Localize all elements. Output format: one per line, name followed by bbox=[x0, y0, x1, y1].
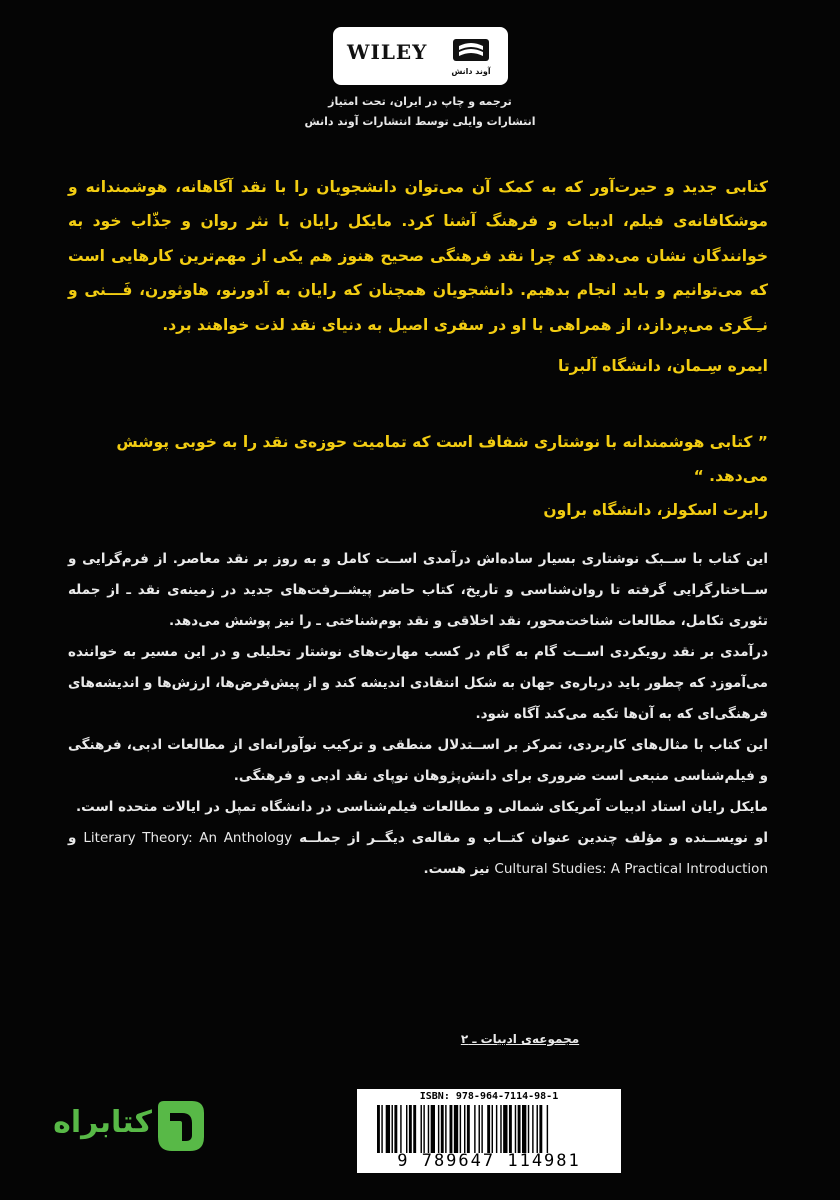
avand-danesh-emblem-icon bbox=[451, 37, 491, 63]
english-title-2: Cultural Studies: A Practical Introduction bbox=[494, 861, 768, 877]
series-label: مجموعه‌ی ادبیات ـ ۲ bbox=[460, 1032, 580, 1046]
endorsement-2-text: ” کتابی هوشمندانه با نوشتاری شفاف است که تمامیت حوزه‌ی نقد را به خوبی پوشش می‌دهد. “ bbox=[116, 433, 768, 485]
wiley-logo-box bbox=[333, 27, 508, 85]
avand-danesh-name: آوند دانش bbox=[451, 67, 491, 76]
endorsement-1-text: کتابی جدید و حیرت‌آور که به کمک آن می‌توان دانشجویان را با نقد آگاهانه، هوشمندانه و موشکافانه‌ی فیلم، ادبیات و فرهنگ آشنا کرد. مایکل رایان با نثر روان و جذّاب خود به خوانندگان نشان می‌دهد که چرا نقد فرهنگی صحیح هنوز هم یکی از مهم‌ترین کارهایی است که می‌توانیم و باید انجام بدهیم. دانشجویان همچنان که رایان به آدورنو، هاوثورن، فَـــنی و نـِـگری می‌پردازد، از همراهی با او در سفری اصیل به دنیای نقد لذت خواهند برد. bbox=[68, 178, 768, 334]
publisher-rights-note bbox=[280, 92, 560, 132]
publisher-line-2: انتشارات وایلی توسط انتشارات آوند دانش bbox=[304, 115, 536, 128]
p5-text-after: نیز هست. bbox=[423, 861, 495, 877]
english-title-1: Literary Theory: An Anthology bbox=[83, 830, 293, 846]
barcode-bars-icon bbox=[377, 1105, 605, 1153]
endorsement-2-author: رابرت اسکولز، دانشگاه براون bbox=[543, 501, 768, 519]
p5-text-before: او نویســنده و مؤلف چندین عنوان کتــاب و مقاله‌ی دیگــر از جملــه bbox=[292, 830, 769, 846]
description-paragraph-4: مایکل رایان استاد ادبیات آمریکای شمالی و مطالعات فیلم‌شناسی در دانشگاه تمپل در ایالات متحده است. bbox=[76, 799, 768, 815]
description-paragraph-3: این کتاب با مثال‌های کاربردی، تمرکز بر اســتدلال منطقی و ترکیب نوآورانه‌ای از مطالعات ادبی، فرهنگی و فیلم‌شناسی منبعی است ضروری برای دانش‌پژوهان نوپای نقد ادبی و فرهنگی. bbox=[68, 737, 768, 784]
isbn-barcode bbox=[357, 1089, 621, 1173]
description-paragraph-2: درآمدی بر نقد رویکردی اســت گام به گام در کسب مهارت‌های نوشتار تحلیلی و در این مسیر به خواننده می‌آموزد که چطور باید درباره‌ی جهان به شکل انتقادی اندیشه کند و از پیش‌فرض‌ها، ارزش‌ها و اندیشه‌های فرهنگی‌ای که به آن‌ها تکیه می‌کند آگاه شود. bbox=[68, 644, 768, 722]
barcode-number: 9 789647 114981 bbox=[397, 1151, 581, 1171]
description-paragraph-5 bbox=[68, 823, 768, 885]
wiley-wordmark: WILEY bbox=[347, 40, 428, 64]
endorsement-1-author: ایمره سِـمان، دانشگاه آلبرتا bbox=[558, 357, 768, 375]
ketabrah-book-icon bbox=[152, 1097, 210, 1155]
description-paragraph-1: این کتاب با ســبک نوشتاری بسیار ساده‌اش درآمدی اســت کامل و به روز بر نقد معاصر. از فرم‌گرایی و ســاختارگرایی گرفته تا روان‌شناسی و تاریخ، کتاب حاضر پیشــرفت‌های جدید در زمینه‌ی نقد ـ از جمله تئوری تکامل، مطالعات شناخت‌محور، نقد اخلاقی و نقد بوم‌شناختی ـ را نیز پوشش می‌دهد. bbox=[68, 551, 768, 629]
book-description bbox=[68, 544, 768, 885]
endorsement-2 bbox=[68, 425, 768, 527]
ketabrah-logo bbox=[40, 1097, 210, 1157]
publisher-line-1: ترجمه و چاپ در ایران، تحت امتیاز bbox=[328, 95, 512, 108]
isbn-label: ISBN: 978-964-7114-98-1 bbox=[419, 1091, 559, 1102]
p5-text-mid: و bbox=[68, 830, 84, 846]
ketabrah-wordmark: کتابراه bbox=[53, 1105, 152, 1140]
